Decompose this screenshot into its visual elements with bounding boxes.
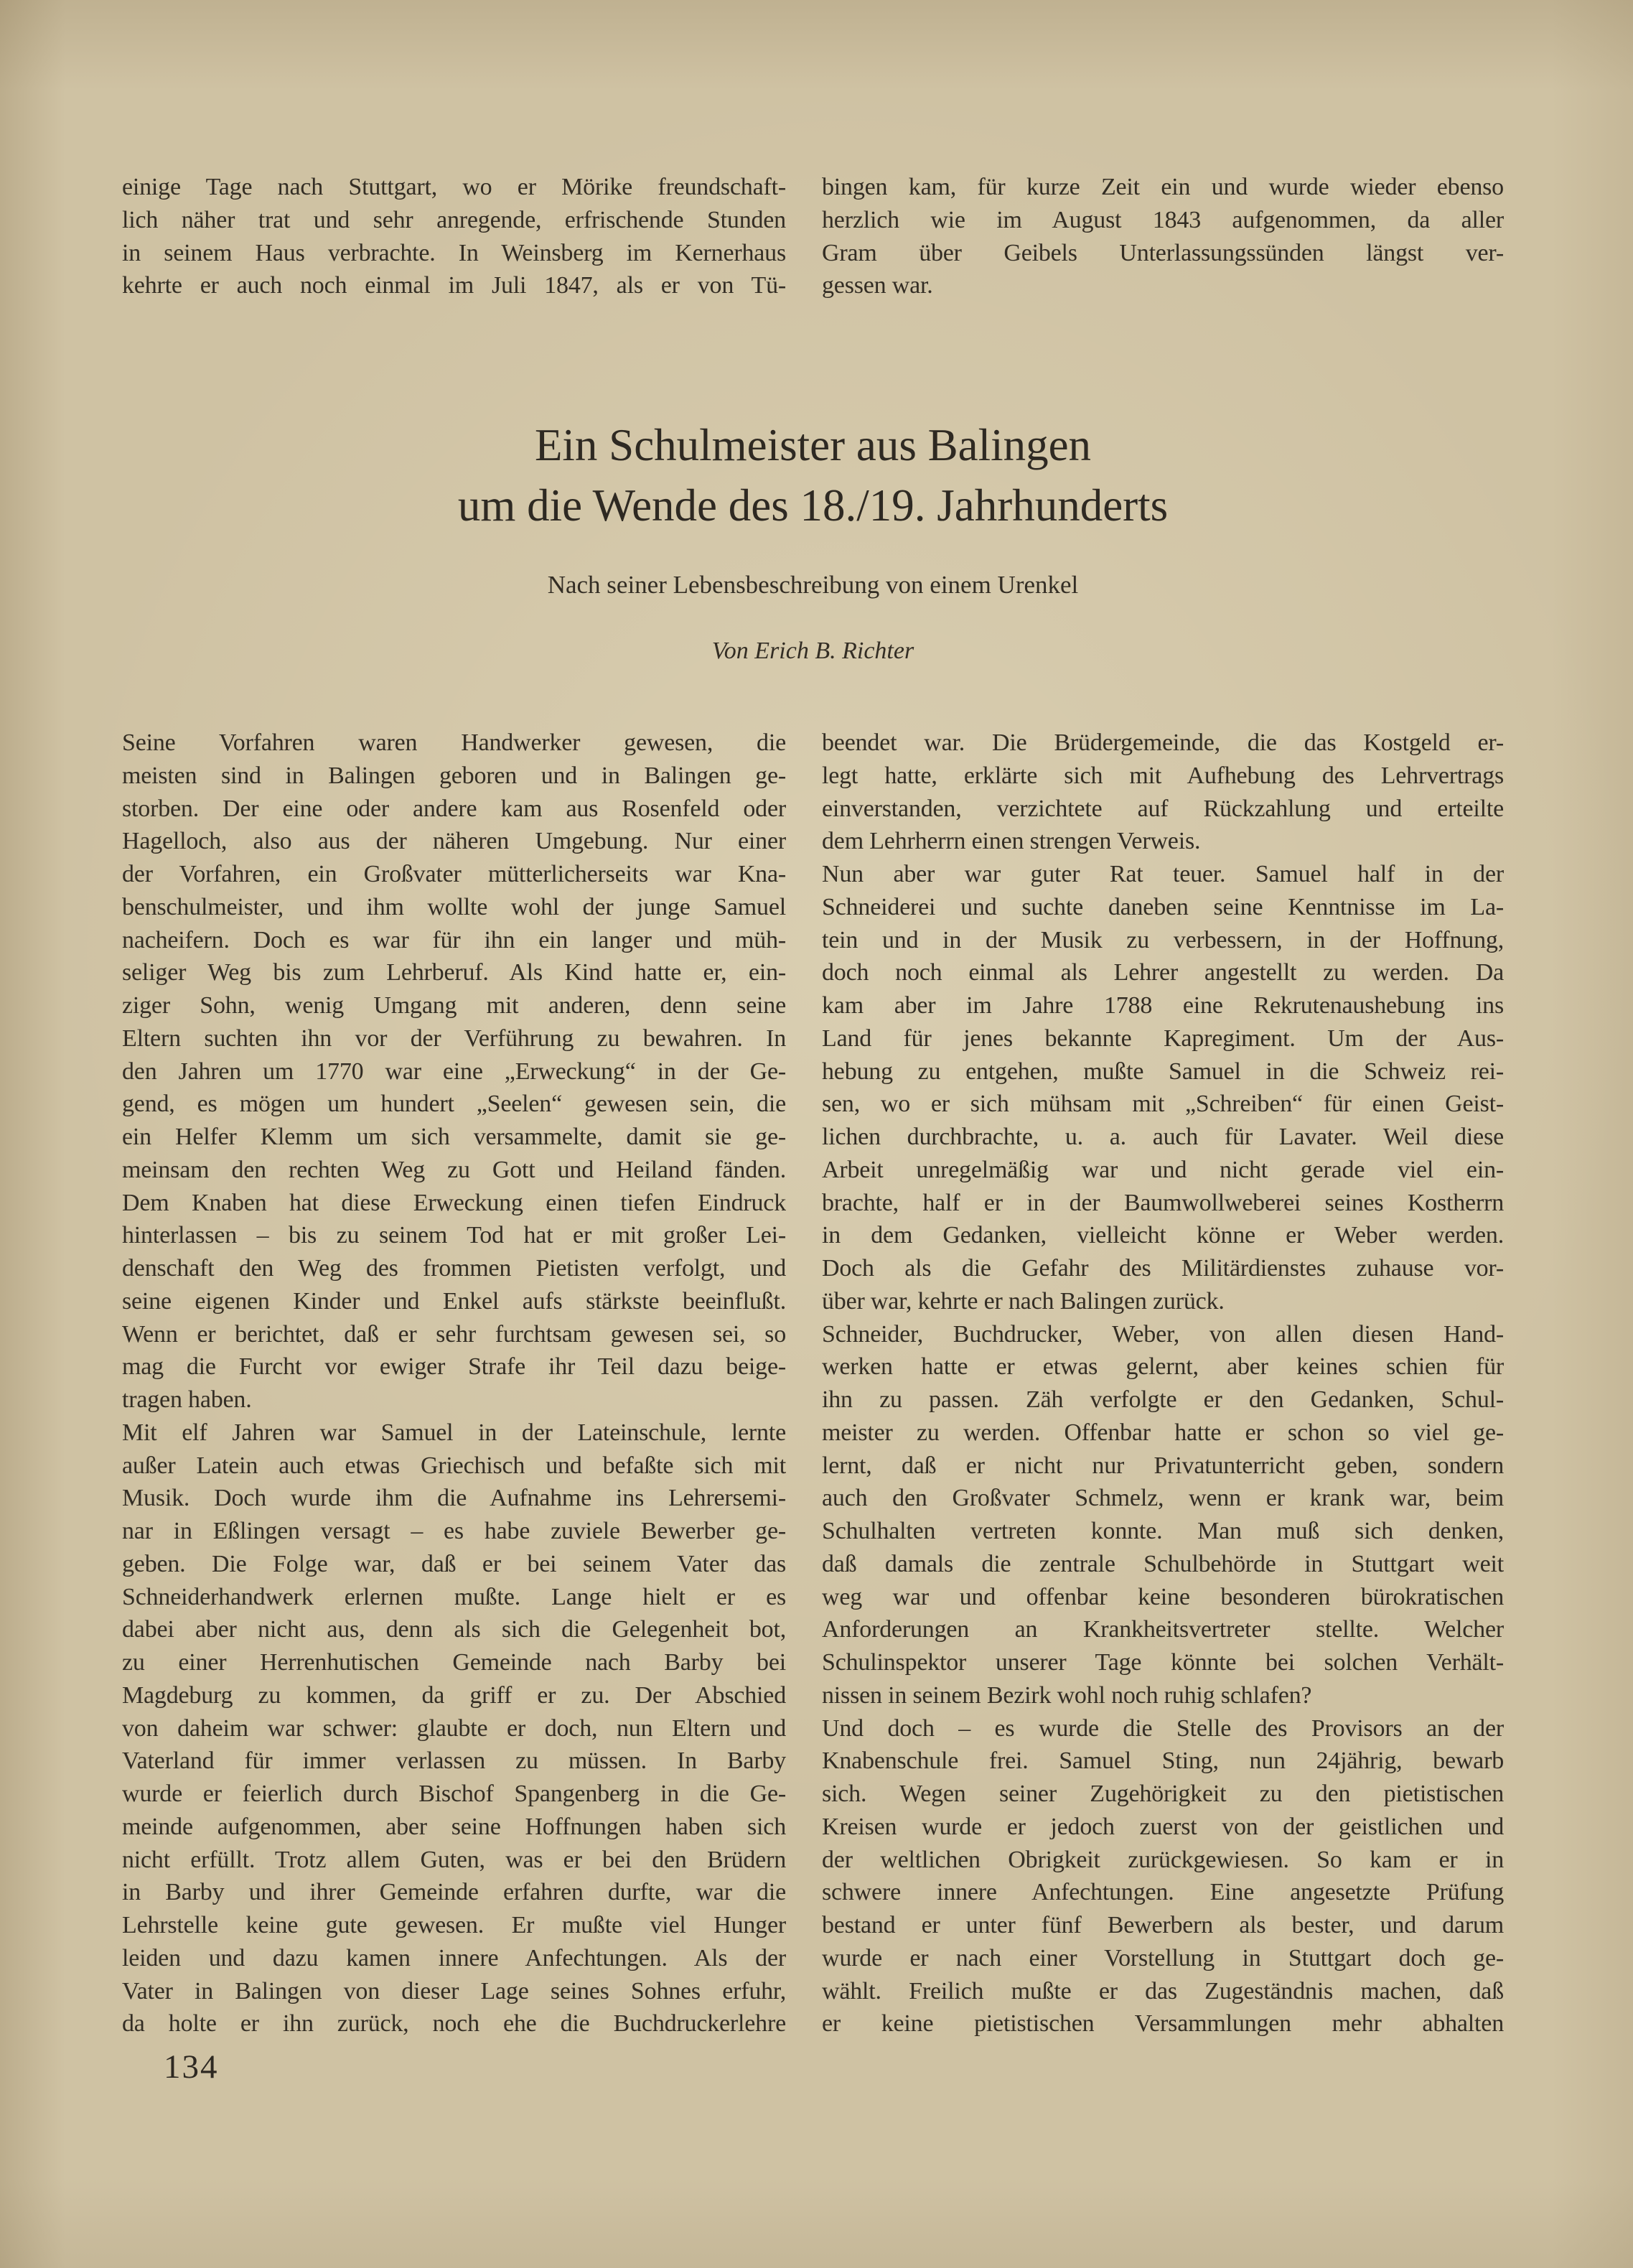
article-title-line-2: um die Wende des 18./19. Jahrhunderts xyxy=(457,480,1169,531)
text-line: nicht erfüllt. Trotz allem Guten, was er bei den Brüdern xyxy=(122,1846,786,1873)
text-line: weg war und offenbar keine besonderen bürokratischen xyxy=(822,1583,1504,1610)
text-line: Mit elf Jahren war Samuel in der Lateinschule, lernte xyxy=(122,1419,786,1446)
text-line: Musik. Doch wurde ihm die Aufnahme ins Lehrersemi- xyxy=(122,1485,786,1512)
text-line: lich näher trat und sehr anregende, erfrischende Stunden xyxy=(122,206,786,233)
text-line: ihn zu passen. Zäh verfolgte er den Gedanken, Schul- xyxy=(822,1386,1504,1413)
text-line: zu einer Herrenhutischen Gemeinde nach Barby bei xyxy=(122,1649,786,1676)
text-line: Doch als die Gefahr des Militärdienstes zuhause vor- xyxy=(822,1255,1504,1282)
text-line: kam aber im Jahre 1788 eine Rekrutenaushebung ins xyxy=(822,992,1504,1019)
text-line: über war, kehrte er nach Balingen zurück. xyxy=(822,1287,1225,1315)
text-line: mag die Furcht vor ewiger Strafe ihr Teil dazu beige- xyxy=(122,1353,786,1381)
text-line: in Barby und ihrer Gemeinde erfahren durfte, war die xyxy=(122,1879,786,1906)
article-title-line-1: Ein Schulmeister aus Balingen xyxy=(534,420,1092,470)
text-line: doch noch einmal als Lehrer angestellt zu werden. Da xyxy=(822,959,1504,986)
text-line: Eltern suchten ihn vor der Verführung zu bewahren. In xyxy=(122,1025,786,1052)
text-line: dabei aber nicht aus, denn als sich die Gelegenheit bot, xyxy=(122,1616,786,1643)
text-line: bingen kam, für kurze Zeit ein und wurde wieder ebenso xyxy=(822,174,1504,200)
text-line: ziger Sohn, wenig Umgang mit anderen, denn seine xyxy=(122,992,786,1019)
text-line: wählt. Freilich mußte er das Zugeständnis machen, daß xyxy=(822,1977,1504,2005)
text-line: legt hatte, erklärte sich mit Aufhebung des Lehrvertrags xyxy=(822,762,1504,789)
text-line: Kreisen wurde er jedoch zuerst von der geistlichen und xyxy=(822,1813,1504,1840)
text-line: meister zu werden. Offenbar hatte er schon so viel ge- xyxy=(822,1419,1504,1446)
text-line: Dem Knaben hat diese Erweckung einen tiefen Eindruck xyxy=(122,1189,786,1216)
text-line: er keine pietistischen Versammlungen mehr abhalten xyxy=(822,2010,1504,2038)
text-line: Knabenschule frei. Samuel Sting, nun 24jährig, bewarb xyxy=(822,1747,1504,1775)
text-line: wurde er nach einer Vorstellung in Stuttgart doch ge- xyxy=(822,1944,1504,1971)
text-line: meinsam den rechten Weg zu Gott und Heiland fänden. xyxy=(122,1156,786,1183)
text-line: nissen in seinem Bezirk wohl noch ruhig schlafen? xyxy=(822,1681,1312,1709)
article-title xyxy=(122,415,1504,536)
article-byline: Von Erich B. Richter xyxy=(711,638,914,664)
text-line: von daheim war schwer: glaubte er doch, nun Eltern und xyxy=(122,1714,786,1742)
text-line: da holte er ihn zurück, noch ehe die Buchdruckerlehre xyxy=(122,2010,786,2038)
text-line: sich. Wegen seiner Zugehörigkeit zu den pietistischen xyxy=(822,1781,1504,1807)
text-line: beendet war. Die Brüdergemeinde, die das Kostgeld er- xyxy=(822,729,1504,756)
text-line: Magdeburg zu kommen, da griff er zu. Der Abschied xyxy=(122,1681,786,1709)
text-line: Vaterland für immer verlassen zu müssen. In Barby xyxy=(122,1747,786,1775)
previous-article-continuation-right-column xyxy=(822,171,1504,302)
text-line: einige Tage nach Stuttgart, wo er Mörike freundschaft- xyxy=(122,174,786,200)
text-line: seliger Weg bis zum Lehrberuf. Als Kind hatte er, ein- xyxy=(122,959,786,986)
text-line: Schulhalten vertreten konnte. Man muß sich denken, xyxy=(822,1518,1504,1544)
text-line: ein Helfer Klemm um sich versammelte, damit sie ge- xyxy=(122,1124,786,1150)
text-line: Seine Vorfahren waren Handwerker gewesen, die xyxy=(122,729,786,756)
text-line: tein und in der Musik zu verbessern, in der Hoffnung, xyxy=(822,926,1504,953)
text-line: nar in Eßlingen versagt – es habe zuviele Bewerber ge- xyxy=(122,1518,786,1544)
text-line: geben. Die Folge war, daß er bei seinem Vater das xyxy=(122,1550,786,1577)
text-line: leiden und dazu kamen innere Anfechtungen. Als der xyxy=(122,1944,786,1971)
text-line: Land für jenes bekannte Kapregiment. Um der Aus- xyxy=(822,1025,1504,1052)
text-line: lichen durchbrachte, u. a. auch für Lavater. Weil diese xyxy=(822,1124,1504,1150)
text-line: in dem Gedanken, vielleicht könne er Weber werden. xyxy=(822,1222,1504,1249)
text-line: dem Lehrherrn einen strengen Verweis. xyxy=(822,828,1201,855)
body-left-column xyxy=(122,727,786,2040)
text-line: hebung zu entgehen, mußte Samuel in die Schweiz rei- xyxy=(822,1058,1504,1085)
text-line: Wenn er berichtet, daß er sehr furchtsam gewesen sei, so xyxy=(122,1320,786,1348)
page-number: 134 xyxy=(164,2048,219,2086)
text-line: außer Latein auch etwas Griechisch und befaßte sich mit xyxy=(122,1452,786,1479)
text-line: kehrte er auch noch einmal im Juli 1847, als er von Tü- xyxy=(122,272,786,299)
text-line: Gram über Geibels Unterlassungssünden längst ver- xyxy=(822,239,1504,266)
text-line: auch den Großvater Schmelz, wenn er krank war, beim xyxy=(822,1485,1504,1512)
text-line: brachte, half er in der Baumwollweberei seines Kostherrn xyxy=(822,1189,1504,1216)
text-line: denschaft den Weg des frommen Pietisten verfolgt, und xyxy=(122,1255,786,1282)
text-line: hinterlassen – bis zu seinem Tod hat er mit großer Lei- xyxy=(122,1222,786,1249)
text-line: schwere innere Anfechtungen. Eine angesetzte Prüfung xyxy=(822,1879,1504,1906)
text-line: Nun aber war guter Rat teuer. Samuel half in der xyxy=(822,861,1504,887)
text-line: bestand er unter fünf Bewerbern als bester, und darum xyxy=(822,1912,1504,1938)
text-line: werken hatte er etwas gelernt, aber keines schien für xyxy=(822,1353,1504,1381)
text-line: den Jahren um 1770 war eine „Erweckung“ in der Ge- xyxy=(122,1058,786,1085)
text-line: der weltlichen Obrigkeit zurückgewiesen. So kam er in xyxy=(822,1846,1504,1873)
text-line: Schulinspektor unserer Tage könnte bei solchen Verhält- xyxy=(822,1649,1504,1676)
text-line: tragen haben. xyxy=(122,1386,252,1413)
text-line: Hagelloch, also aus der näheren Umgebung. Nur einer xyxy=(122,828,786,855)
text-line: nacheifern. Doch es war für ihn ein langer und müh- xyxy=(122,926,786,953)
body-right-column xyxy=(822,727,1504,2040)
text-line: Lehrstelle keine gute gewesen. Er mußte viel Hunger xyxy=(122,1912,786,1938)
article-subtitle: Nach seiner Lebensbeschreibung von einem Urenkel xyxy=(547,571,1079,599)
text-line: Schneider, Buchdrucker, Weber, von allen diesen Hand- xyxy=(822,1320,1504,1348)
text-line: daß damals die zentrale Schulbehörde in Stuttgart weit xyxy=(822,1550,1504,1577)
text-line: Schneiderei und suchte daneben seine Kenntnisse im La- xyxy=(822,893,1504,920)
text-line: Vater in Balingen von dieser Lage seines Sohnes erfuhr, xyxy=(122,1977,786,2005)
text-line: einverstanden, verzichtete auf Rückzahlung und erteilte xyxy=(822,795,1504,822)
text-line: Arbeit unregelmäßig war und nicht gerade viel ein- xyxy=(822,1156,1504,1183)
text-line: storben. Der eine oder andere kam aus Rosenfeld oder xyxy=(122,795,786,822)
text-line: herzlich wie im August 1843 aufgenommen, da aller xyxy=(822,206,1504,233)
text-line: gend, es mögen um hundert „Seelen“ gewesen sein, die xyxy=(122,1091,786,1118)
text-line: der Vorfahren, ein Großvater mütterlicherseits war Kna- xyxy=(122,861,786,887)
text-line: wurde er feierlich durch Bischof Spangenberg in die Ge- xyxy=(122,1781,786,1807)
text-line: lernt, daß er nicht nur Privatunterricht geben, sondern xyxy=(822,1452,1504,1479)
text-line: Und doch – es wurde die Stelle des Provisors an der xyxy=(822,1714,1504,1742)
previous-article-continuation-left-column xyxy=(122,171,786,302)
text-line: gessen war. xyxy=(822,272,933,299)
text-line: sen, wo er sich mühsam mit „Schreiben“ für einen Geist- xyxy=(822,1091,1504,1118)
text-line: Anforderungen an Krankheitsvertreter stellte. Welcher xyxy=(822,1616,1504,1643)
text-line: benschulmeister, und ihm wollte wohl der junge Samuel xyxy=(122,893,786,920)
text-line: meinde aufgenommen, aber seine Hoffnungen haben sich xyxy=(122,1813,786,1840)
text-line: Schneiderhandwerk erlernen mußte. Lange hielt er es xyxy=(122,1583,786,1610)
text-line: seine eigenen Kinder und Enkel aufs stärkste beeinflußt. xyxy=(122,1287,786,1315)
text-line: in seinem Haus verbrachte. In Weinsberg im Kernerhaus xyxy=(122,239,786,266)
text-line: meisten sind in Balingen geboren und in Balingen ge- xyxy=(122,762,786,789)
